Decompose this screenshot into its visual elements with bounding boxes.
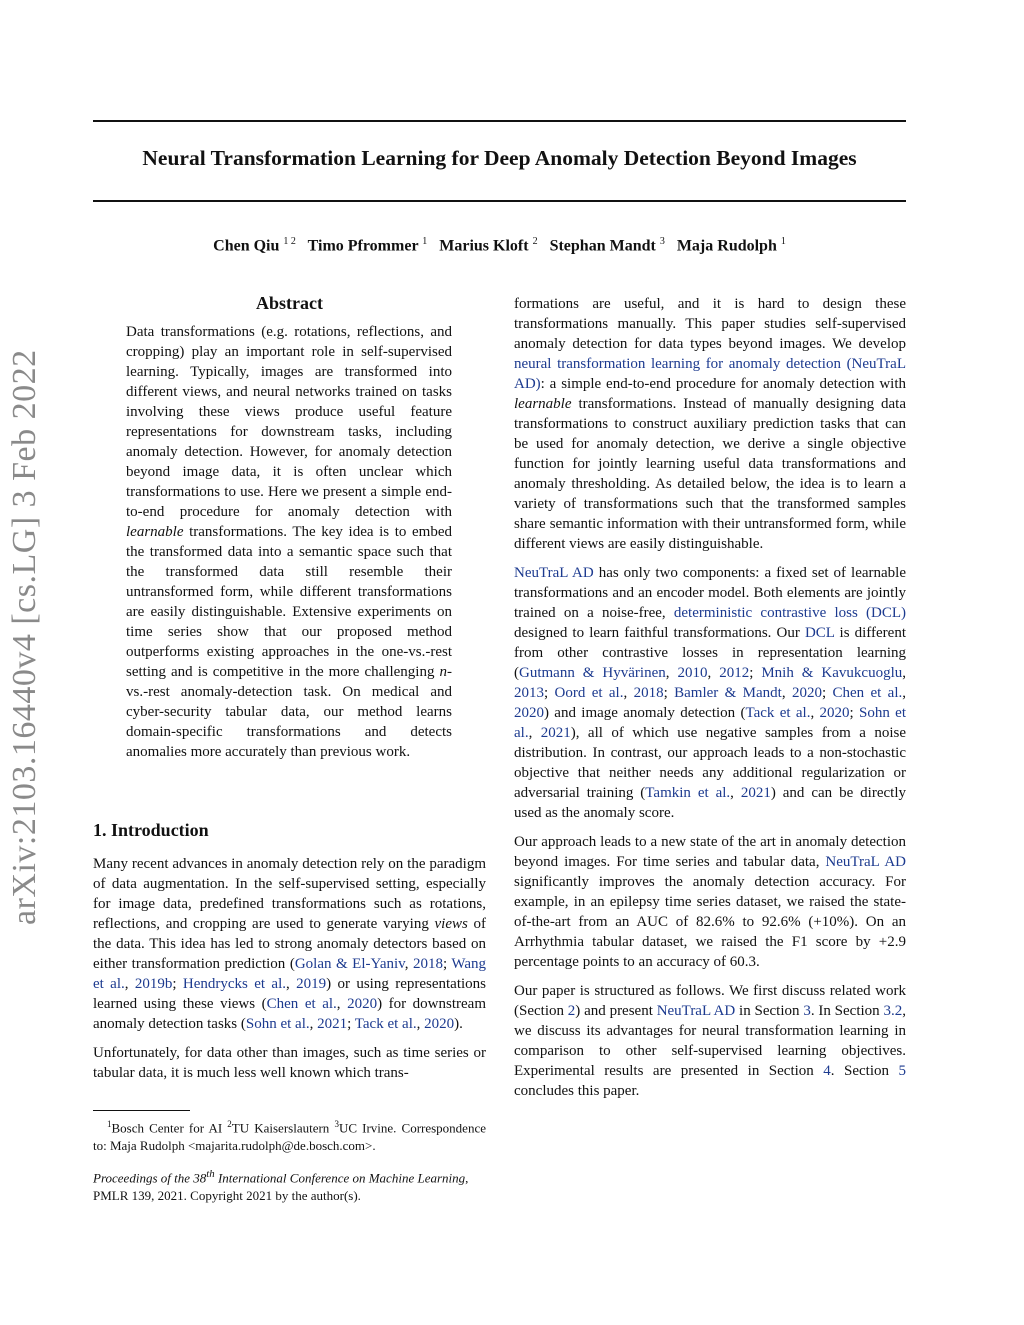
introduction-body [93,854,486,1092]
text: International Conference on Machine Learning [214,1170,466,1186]
author-affiliation: 1 [780,236,786,247]
paper-title: Neural Transformation Learning for Deep Anomaly Detection Beyond Images [142,146,857,170]
text: Proceedings of the [93,1170,194,1186]
text: ) and can be directly used as the anomaly score. [514,785,906,821]
citation-link[interactable]: Mnih & Kavukcuoglu [761,665,903,681]
abstract-emphasis: learnable [126,524,184,540]
author-name: Maja Rudolph [676,237,777,255]
introduction-heading: 1. Introduction [93,820,209,840]
text: UC Irvine. Correspondence to: Maja Rudolph <majarita.rudolph@de.bosch.com>. [93,1120,486,1154]
method-link[interactable]: NeuTraL AD [825,854,906,870]
section-link[interactable]: 5 [898,1063,906,1079]
citation-link[interactable]: Chen et al. [266,996,337,1012]
citation-link[interactable]: Sohn et al. [245,1016,310,1032]
author-name: Timo Pfrommer [307,237,419,255]
text: formations are useful, and it is hard to design these transformations manually. This paper studies self-supervised anomaly detection for data types beyond images. We develop [514,296,906,352]
text: transformations. Instead of manually designing data transformations to construct auxiliary prediction tasks that can be used for anomaly detection, we derive a single objective function for jointly learning useful data transformations and anomaly thresholding. As detailed below, the idea is to learn a variety of transformations such that the transformed samples share semantic information with their untransformed form, while different views are easily distinguishable. [514,396,906,552]
section-link[interactable]: 3 [803,1003,811,1019]
abstract-text: -vs.-rest anomaly-detection task. On medical and cyber-security tabular data, our method learns domain-specific transformations and detects anomalies more accurately than previous work. [126,664,452,760]
right-paragraph [514,294,906,554]
abstract-emphasis: n [439,664,447,680]
text: Many recent advances in anomaly detection rely on the paradigm of data augmentation. In the self-supervised setting, especially for image data, predefined transformations such as rotations, reflections, and cropping are used to generate varying [93,856,486,932]
section-link[interactable]: 3.2 [883,1003,903,1019]
method-link[interactable]: neural transformation learning for anomaly detection (NeuTraL AD) [514,356,906,392]
footnote-mark: 1 [107,1119,112,1129]
text: . In Section [810,1003,884,1019]
text: significantly improves the anomaly detection accuracy. For example, in an epilepsy time series dataset, we raised the state-of-the-art from an AUC of 82.6% to 92.6% (+10%). On an Arrhythmia tabular dataset, we raised the F1 score by +2.9 percentage points to an accuracy of 60.3. [514,874,906,970]
text: has only two components: a fixed set of learnable transformations and an encoder model. Both elements are jointly trained on a noise-free, [514,565,906,621]
intro-paragraph: Many recent advances in anomaly detection rely on the paradigm of data augmentation. In the self-supervised setting, especially for image data, predefined transformations such as rotations, reflections, and cropping are used to generate varying views of the data. This idea has led to strong anomaly detectors based on either transformation prediction (Golan & El-Yaniv, 2018; Wang et al., 2019b; Hendrycks et al., 2019) or using representations learned using these views (Chen et al., 2020) for downstream anomaly detection tasks (Sohn et al., 2021; Tack et al., 2020). [93,856,486,1032]
affiliation-footnote [93,1115,486,1155]
footnote-mark: 3 [334,1119,339,1129]
citation-link[interactable]: Tack et al. [745,705,811,721]
text: th [206,1168,215,1180]
dcl-link[interactable]: deterministic contrastive loss (DCL) [673,605,906,621]
citation-year-link[interactable]: 2020 [514,705,544,721]
citation-link[interactable]: Hendrycks et al. [182,976,287,992]
citation-year-link[interactable]: 2013 [514,685,544,701]
right-paragraph [514,981,906,1101]
right-paragraph [514,832,906,972]
citation-year-link[interactable]: 2020 [819,705,850,721]
text: Bosch Center for AI [111,1120,228,1136]
text: TU Kaiserslautern [231,1120,335,1136]
text: ), all of which use negative samples from a noise distribution. In contrast, our approach leads to a non-stochastic objective that neither needs any additional regularization or adversarial training ( [514,725,907,801]
author-affiliation: 1 2 [283,236,296,247]
intro-paragraph: Unfortunately, for data other than images, such as time series or tabular data, it is much less well known which trans- [93,1045,486,1081]
citation-year-link[interactable]: 2021 [540,725,571,741]
section-link[interactable]: 4 [823,1063,831,1079]
text: ) for downstream anomaly detection tasks ( [93,996,486,1032]
text: 38 [193,1170,207,1186]
text: concludes this paper. [514,1083,640,1099]
text: ) and present [575,1003,657,1019]
author-affiliation: 3 [659,236,665,247]
section-link[interactable]: 2 [567,1003,576,1019]
author-affiliation: 1 [422,236,428,247]
citation-year-link[interactable]: 2020 [424,1016,455,1032]
dcl-link[interactable]: DCL [804,625,835,641]
author-name: Stephan Mandt [549,237,656,255]
abstract-heading: Abstract [256,293,323,313]
emphasis: learnable [514,396,572,412]
abstract-text: transformations. The key idea is to embed the transformed data into a semantic space such that the transformed data still resemble their untransformed form, while different transformations are easily distinguishable. Extensive experiments on time series show that our proposed method outperforms existing approaches in the one-vs.-rest setting and is competitive in the more challenging [126,524,452,680]
citation-year-link[interactable]: 2012 [719,665,750,681]
author-affiliation: 2 [532,236,538,247]
text: : a simple end-to-end procedure for anomaly detection with [540,376,906,392]
citation-link[interactable]: Wang et al. [93,956,486,992]
citation-link[interactable]: Gutmann & Hyvärinen [519,665,666,681]
abstract-text: Data transformations (e.g. rotations, reflections, and cropping) play an important role in self-supervised learning. Typically, images are transformed into different views, and neural networks trained on tasks involving these views produce useful feature representations for downstream tasks, including anomaly detection. However, for anomaly detection beyond image data, it is often unclear which transformations to use. Here we present a simple end-to-end procedure for anomaly detection with [126,324,452,520]
citation-year-link[interactable]: 2020 [347,996,378,1012]
method-link[interactable]: NeuTraL AD [514,565,594,581]
right-paragraph: NeuTraL AD has only two components: a fixed set of learnable transformations and an encoder model. Both elements are jointly trained on a noise-free, deterministic contrastive loss (DCL) designed to learn faithful transformations. Our DCL is different from other contrastive losses in representation learning (Gutmann & Hyvärinen, 2010, 2012; Mnih & Kavukcuoglu, 2013; Oord et al., 2018; Bamler & Mandt, 2020; Chen et al., 2020) and image anomaly detection (Tack et al., 2020; Sohn et al., 2021), all of which use negative samples from a noise distribution. In contrast, our approach leads to a non-stochastic objective that neither needs any additional regularization or adversarial training (Tamkin et al., 2021) and can be directly used as the anomaly score. [514,565,907,821]
citation-link[interactable]: Golan & El-Yaniv [294,956,405,972]
text: ) or using representations learned using these views ( [93,976,486,1012]
citation-link[interactable]: Tack et al. [354,1016,417,1032]
text: . Section [830,1063,899,1079]
title-bottom-rule [93,200,906,202]
text: of the data. This idea has led to strong anomaly detectors based on either transformation prediction ( [93,916,486,972]
text: Our approach leads to a new state of the art in anomaly detection beyond images. For time series and tabular data, [514,834,906,870]
emphasis: views [434,916,468,932]
text: is different from other contrastive losses in representation learning ( [514,625,906,681]
arxiv-watermark: arXiv:2103.16440v4 [cs.LG] 3 Feb 2022 [6,349,43,925]
text: designed to learn faithful transformations. Our [514,625,805,641]
footnote-rule [93,1110,190,1111]
author-name: Marius Kloft [439,237,529,255]
text: , we discuss its advantages for neural transformation learning in comparison to other self-supervised learning objectives. Experimental results are presented in Section [514,1003,906,1079]
citation-year-link[interactable]: 2021 [317,1016,348,1032]
citation-year-link[interactable]: 2019 [296,976,327,992]
title-top-rule [93,120,906,122]
proceedings-note [93,1165,486,1205]
citation-year-link[interactable]: 2019b [134,976,173,992]
citation-link[interactable]: Bamler & Mandt [674,685,782,701]
footnote-mark: 2 [227,1119,232,1129]
text: ) and image anomaly detection ( [544,705,746,721]
abstract-paragraph [126,322,452,762]
citation-link[interactable]: Tamkin et al. [645,785,731,801]
citation-year-link[interactable]: 2018 [633,685,664,701]
citation-year-link[interactable]: 2020 [791,685,822,701]
citation-year-link[interactable]: 2010 [677,665,708,681]
text: ). [454,1016,463,1032]
citation-link[interactable]: Chen et al. [832,685,903,701]
text: in Section [735,1003,804,1019]
text: Our paper is structured as follows. We first discuss related work (Section [514,983,906,1019]
right-column [514,294,906,1110]
citation-year-link[interactable]: 2021 [740,785,771,801]
abstract-body [126,322,452,771]
citation-year-link[interactable]: 2018 [412,956,443,972]
citation-link[interactable]: Sohn et al. [514,705,906,741]
author-list [93,236,906,255]
citation-link[interactable]: Oord et al. [554,685,624,701]
method-link[interactable]: NeuTraL AD [656,1003,736,1019]
author-name: Chen Qiu [213,237,280,255]
text: , PMLR 139, 2021. Copyright 2021 by the author(s). [93,1170,469,1204]
